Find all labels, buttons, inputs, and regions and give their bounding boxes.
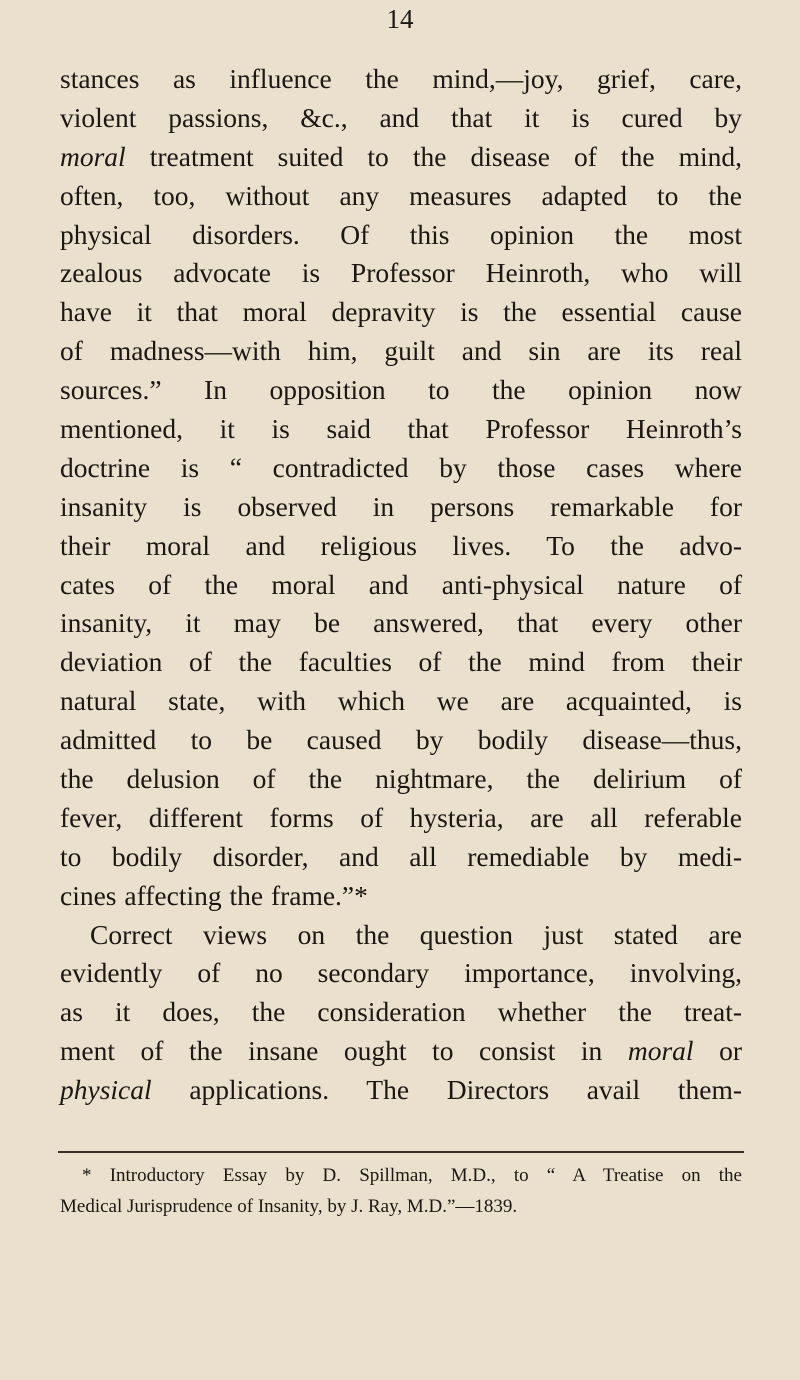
text-run: doctrine is “ contradicted by those cases where: [60, 451, 742, 483]
text-run: applications. The Directors avail them-: [151, 1074, 742, 1106]
text-line: [60, 993, 742, 1032]
text-run: the delusion of the nightmare, the delirium of: [60, 763, 742, 795]
text-run: natural state, with which we are acquainted, is: [60, 685, 742, 717]
text-run: stances as influence the mind,—joy, grief, care,: [60, 63, 742, 94]
text-run: insanity, it may be answered, that every other: [60, 607, 742, 639]
text-line: [60, 682, 742, 721]
text-line: [60, 1032, 742, 1071]
italic-word: moral: [627, 1035, 694, 1067]
text-line: [60, 449, 742, 488]
text-line: [60, 604, 742, 643]
text-line: [60, 177, 742, 216]
text-line: [60, 254, 742, 293]
text-run: physical disorders. Of this opinion the most: [60, 218, 742, 250]
text-run: mentioned, it is said that Professor Heinroth’s: [60, 413, 742, 445]
text-line: [60, 371, 742, 410]
text-run: cines affecting the frame.”*: [60, 879, 368, 911]
text-run: ment of the insane ought to consist in: [60, 1035, 628, 1067]
footnote: [60, 1160, 742, 1222]
text-run: treatment suited to the disease of the mind,: [125, 140, 742, 172]
text-line: [60, 488, 742, 527]
text-run: or: [693, 1035, 742, 1067]
text-line: [60, 332, 742, 371]
text-run: have it that moral depravity is the essential cause: [60, 296, 742, 328]
text-run: fever, different forms of hysteria, are all referable: [60, 801, 742, 833]
text-run: Correct views on the question just stated are: [90, 918, 742, 950]
text-line: [60, 527, 742, 566]
text-line: [60, 293, 742, 332]
page-number: 14: [386, 4, 414, 34]
footnote-line: * Introductory Essay by D. Spillman, M.D., to “ A Treatise on the: [82, 1165, 742, 1186]
text-run: sources.” In opposition to the opinion now: [60, 374, 742, 406]
text-line: [60, 410, 742, 449]
text-run: zealous advocate is Professor Heinroth, who will: [60, 257, 742, 289]
body-text: [60, 60, 742, 1110]
text-run: their moral and religious lives. To the advo-: [60, 529, 742, 561]
text-line: [60, 643, 742, 682]
text-run: deviation of the faculties of the mind from their: [60, 646, 742, 678]
text-line: [60, 760, 742, 799]
text-line: [60, 60, 742, 99]
text-line: [60, 721, 742, 760]
text-run: evidently of no secondary importance, involving,: [60, 957, 742, 989]
italic-word: moral: [60, 140, 126, 172]
text-line: [60, 838, 742, 877]
footnote-divider: [58, 1151, 744, 1153]
text-run: admitted to be caused by bodily disease—thus,: [60, 724, 742, 756]
footnote-line: Medical Jurisprudence of Insanity, by J. Ray, M.D.”—1839.: [60, 1196, 518, 1217]
text-run: as it does, the consideration whether the treat-: [60, 996, 742, 1028]
text-line: [60, 1071, 742, 1110]
text-run: violent passions, &c., and that it is cured by: [60, 101, 742, 133]
text-run: insanity is observed in persons remarkable for: [60, 490, 742, 522]
text-run: of madness—with him, guilt and sin are its real: [60, 335, 742, 367]
text-run: to bodily disorder, and all remediable by medi-: [60, 840, 742, 872]
text-line: [60, 916, 742, 955]
italic-word: physical: [60, 1074, 152, 1106]
text-line: [60, 954, 742, 993]
text-line: [60, 566, 742, 605]
text-line: [60, 216, 742, 255]
text-line: [60, 799, 742, 838]
text-line: [60, 877, 742, 916]
text-line: [60, 138, 742, 177]
text-run: often, too, without any measures adapted to the: [60, 179, 742, 211]
text-line: [60, 99, 742, 138]
text-run: cates of the moral and anti-physical nature of: [60, 568, 742, 600]
